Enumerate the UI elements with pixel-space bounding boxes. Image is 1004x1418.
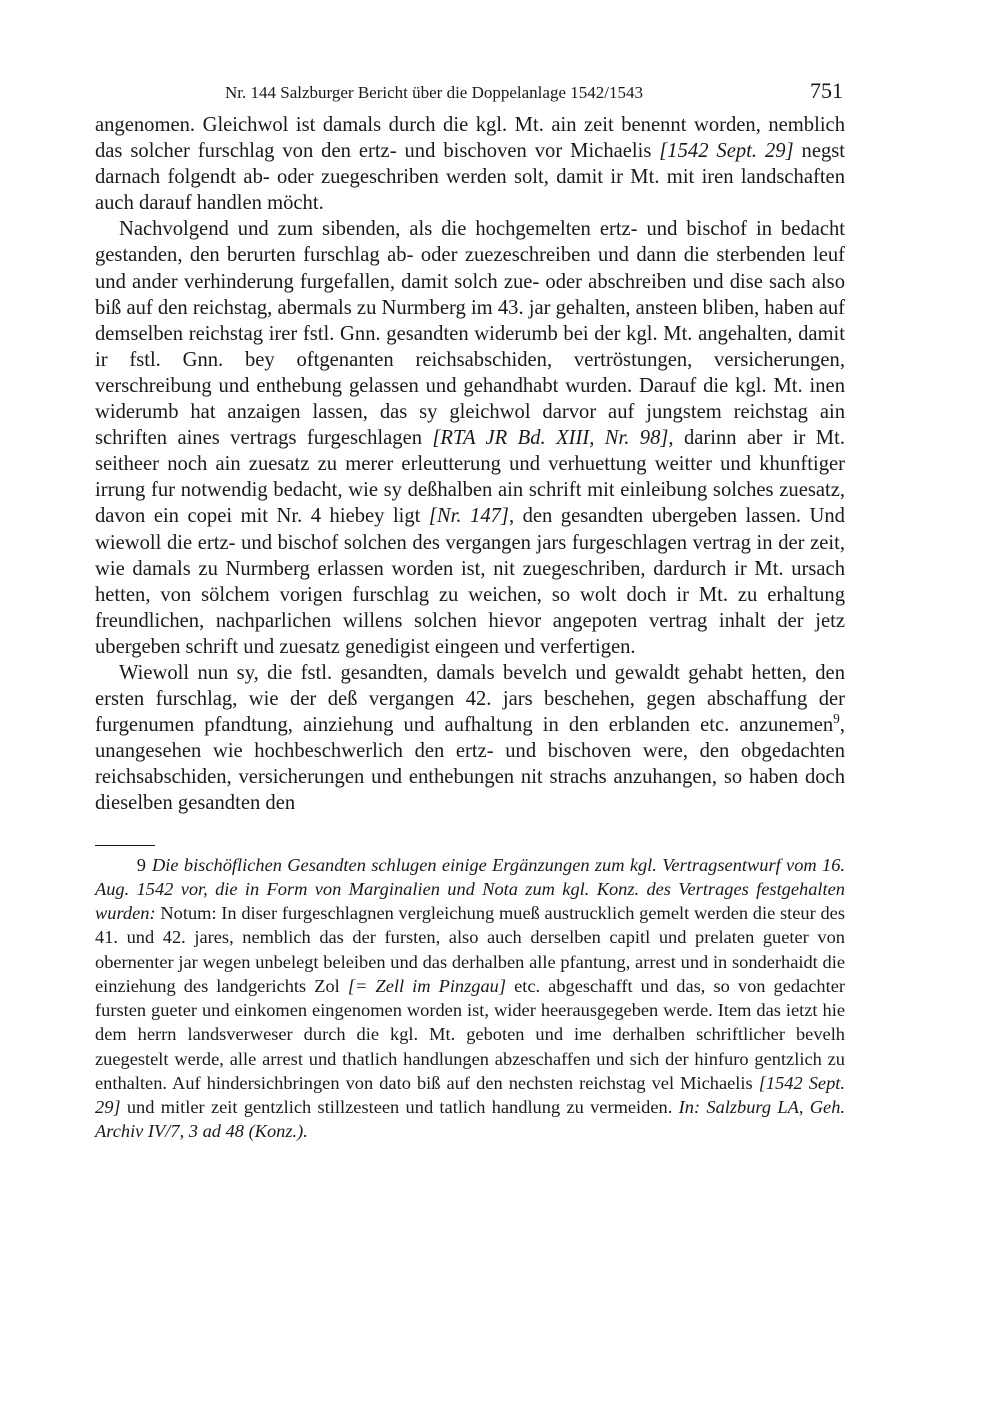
footnote-9 <box>95 853 845 1144</box>
paragraph-3 <box>95 660 845 817</box>
footnote-reference: 9 <box>833 711 840 727</box>
page-number: 751 <box>810 78 843 103</box>
text-run: negst darnach folgendt ab- oder zuegeschriben werden solt, damit ir Mt. mit iren landschaften auch darauf handlen möcht. <box>95 140 845 215</box>
text-run: , den gesandten ubergeben lassen. Und wiewoll die ertz- und bischof solchen des vergangen jars furgeschlagen vertrag in der zeit, wie damals zu Nurmberg erlassen worden ist, nit zuegeschriben, dardurch ir Mt. ursach hetten, von sölchem vorigen furschlag zu weichen, so wolt doch ir Mt. zu erhaltung freundlichen, nachparlichen willens solchen hievor angepoten vertrag inhalt der jetz ubergeben schrift und zuesatz genedigist eingeen und verfertigen. <box>95 505 845 658</box>
paragraph-1 <box>95 112 845 216</box>
body-text <box>95 112 845 817</box>
document-page <box>95 78 845 1144</box>
editorial-date: [1542 Sept. 29] <box>95 1072 845 1118</box>
text-run: , darinn aber ir Mt. seitheer noch ain zuesatz zu merer erleutterung und verhuettung weitter und khunftiger irrung fur notwendig bedacht, wie sy deßhalben ain schrift mit einleibung solches zuesatz, davon ein copei mit Nr. 4 hiebey ligt <box>95 427 845 528</box>
text-run: etc. abgeschafft und das, so von gedachter fursten gueter und einkomen eingenomen worden ist, wider heerausgegeben werde. Item das ietzt hie dem herrn landsverweser durch die kgl. Mt. geboten und ime derhalben schriftlicher bevelh zuegestelt werde, alle arrest und thatlich handlungen abzeschaffen und sich der hinfuro gentzlich zu enthalten. Auf hindersichbringen von dato biß auf den nechsten reichstag vel Michaelis <box>95 975 845 1093</box>
text-run: und mitler zeit gentzlich stillzesteen und tatlich handlung zu vermeiden. <box>120 1097 679 1118</box>
text-run: , unangesehen wie hochbeschwerlich den ertz- und bischoven were, den obgedachten reichsabschiden, versicherungen und enthebungen nit strachs anzuhangen, so haben doch dieselben gesandten den <box>95 714 845 815</box>
editorial-date: [1542 Sept. 29] <box>659 140 794 163</box>
editorial-reference: [RTA JR Bd. XIII, Nr. 98] <box>432 427 669 450</box>
running-title: Nr. 144 Salzburger Bericht über die Doppelanlage 1542/1543 <box>225 83 643 102</box>
paragraph-2 <box>95 216 845 660</box>
source-citation: In: Salzburg LA, Geh. Archiv IV/7, 3 ad 48 (Konz.). <box>95 1097 845 1142</box>
footnote-divider <box>95 845 155 846</box>
editorial-reference: [Nr. 147] <box>428 505 509 528</box>
footnote-number: 9 <box>136 854 146 875</box>
editorial-note: [= Zell im Pinzgau] <box>347 975 507 996</box>
text-run: angenomen. Gleichwol ist damals durch die kgl. Mt. ain zeit benennt worden, nemblich das solcher furschlag von den ertz- und bischoven vor Michaelis <box>95 114 845 163</box>
running-header <box>95 78 845 112</box>
footnote-text <box>95 853 845 1144</box>
text-run: Nachvolgend und zum sibenden, als die hochgemelten ertz- und bischof in bedacht gestanden, den berurten furschlag ab- oder zuezeschreiben und dann die sterbenden leuf und ander verhinderung furgefallen, damit solch zue- oder abschreiben und dise sach also biß auf den reichstag, abermals zu Nurmberg im 43. jar gehalten, ansteen bliben, haben auf demselben reichstag irer fstl. Gnn. gesandten widerumb bei der kgl. Mt. angehalten, damit ir fstl. Gnn. bey oftgenanten reichsabschiden, vertröstungen, versicherungen, verschreibung und enthebung gelassen und gehandhabt wurden. Darauf die kgl. Mt. inen widerumb hat anzaigen lassen, das sy gleichwol darvor auf jungstem reichstag ain schriften aines vertrags furgeschlagen <box>95 218 845 450</box>
text-run: Wiewoll nun sy, die fstl. gesandten, damals bevelch und gewaldt gehabt hetten, den ersten furschlag, wie der deß vergangen 42. jars beschehen, gegen abschaffung der furgenumen pfandtung, ainziehung und aufhaltung in den erblanden etc. anzunemen <box>95 661 845 737</box>
text-run: Notum: In diser furgeschlagnen vergleichung mueß austrucklich gemelt werden die steur des 41. und 42. jares, nemblich das der fursten, also auch derselben capitl und prelaten gueter von obernenter jar wegen unbelegt beleiben und das derhalben alle pfantung, arrest und in sonderhaidt die einziehung des landgerichts Zol <box>95 903 845 996</box>
footnote-commentary: Die bischöflichen Gesandten schlugen einige Ergänzungen zum kgl. Vertragsentwurf vom 16. Aug. 1542 vor, die in Form von Marginalien und Nota zum kgl. Konz. des Vertrages festgehalten wurden: <box>95 854 845 924</box>
